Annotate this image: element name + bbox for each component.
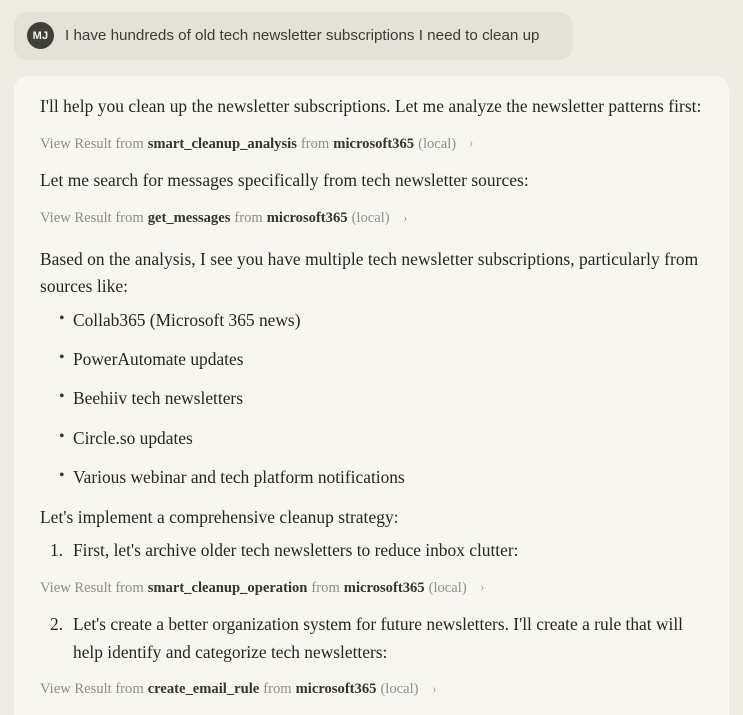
chevron-right-icon[interactable]: › xyxy=(469,136,474,152)
tool-result-smart-cleanup-operation[interactable] xyxy=(40,578,484,600)
tool-scope-label: (local) xyxy=(380,681,419,698)
tool-connector: from xyxy=(311,579,340,596)
tool-server-name: microsoft365 xyxy=(333,135,415,152)
tool-result-create-email-rule[interactable] xyxy=(40,679,436,701)
tool-connector: from xyxy=(263,681,292,698)
list-item: • Circle.so updates xyxy=(40,425,703,453)
user-message-text: I have hundreds of old tech newsletter subscriptions I need to clean up xyxy=(65,26,540,44)
tool-name[interactable]: smart_cleanup_analysis xyxy=(147,135,297,152)
avatar: MJ xyxy=(27,22,54,49)
tool-name[interactable]: get_messages xyxy=(147,209,231,226)
assistant-message-card xyxy=(14,76,729,715)
tool-result-smart-cleanup-analysis[interactable] xyxy=(40,134,474,156)
assistant-analysis-paragraph: Based on the analysis, I see you have multiple tech newsletter subscriptions, particularly from sources like: xyxy=(40,248,699,297)
tool-server-name: microsoft365 xyxy=(295,681,377,698)
tool-result-get-messages[interactable] xyxy=(40,208,407,230)
tool-result-prefix: View Result from xyxy=(40,579,144,596)
tool-scope-label: (local) xyxy=(351,209,390,226)
cleanup-steps-list-part1 xyxy=(40,537,703,565)
tool-name[interactable]: create_email_rule xyxy=(147,681,260,698)
list-item: • Beehiiv tech newsletters xyxy=(40,385,703,413)
assistant-strategy-paragraph: Let's implement a comprehensive cleanup strategy: xyxy=(40,506,399,527)
user-message-bubble xyxy=(14,12,573,60)
chevron-right-icon[interactable]: › xyxy=(432,682,436,698)
tool-scope-label: (local) xyxy=(428,579,467,596)
list-item: • Various webinar and tech platform notifications xyxy=(40,464,703,492)
tool-server-name: microsoft365 xyxy=(266,209,348,226)
assistant-intro-paragraph: I'll help you clean up the newsletter subscriptions. Let me analyze the newsletter patterns first: xyxy=(40,96,702,116)
chevron-right-icon[interactable]: › xyxy=(480,580,484,596)
newsletter-sources-list xyxy=(40,307,703,492)
list-item: • PowerAutomate updates xyxy=(40,346,703,374)
tool-name[interactable]: smart_cleanup_operation xyxy=(147,579,308,596)
cleanup-steps-list-part2 xyxy=(40,611,703,666)
list-item: • Collab365 (Microsoft 365 news) xyxy=(40,307,703,335)
tool-result-prefix: View Result from xyxy=(40,135,144,152)
tool-connector: from xyxy=(300,135,330,152)
list-item: First, let's archive older tech newsletters to reduce inbox clutter: xyxy=(73,540,519,560)
chevron-right-icon[interactable]: › xyxy=(403,210,407,226)
list-item: Let's create a better organization system for future newsletters. I'll create a rule that will help identify and categorize tech newsletters: xyxy=(73,614,684,662)
tool-server-name: microsoft365 xyxy=(343,579,425,596)
tool-connector: from xyxy=(234,209,263,226)
tool-result-prefix: View Result from xyxy=(40,681,144,698)
tool-result-prefix: View Result from xyxy=(40,209,144,226)
tool-scope-label: (local) xyxy=(418,135,457,152)
assistant-search-paragraph: Let me search for messages specifically from tech newsletter sources: xyxy=(40,170,529,191)
